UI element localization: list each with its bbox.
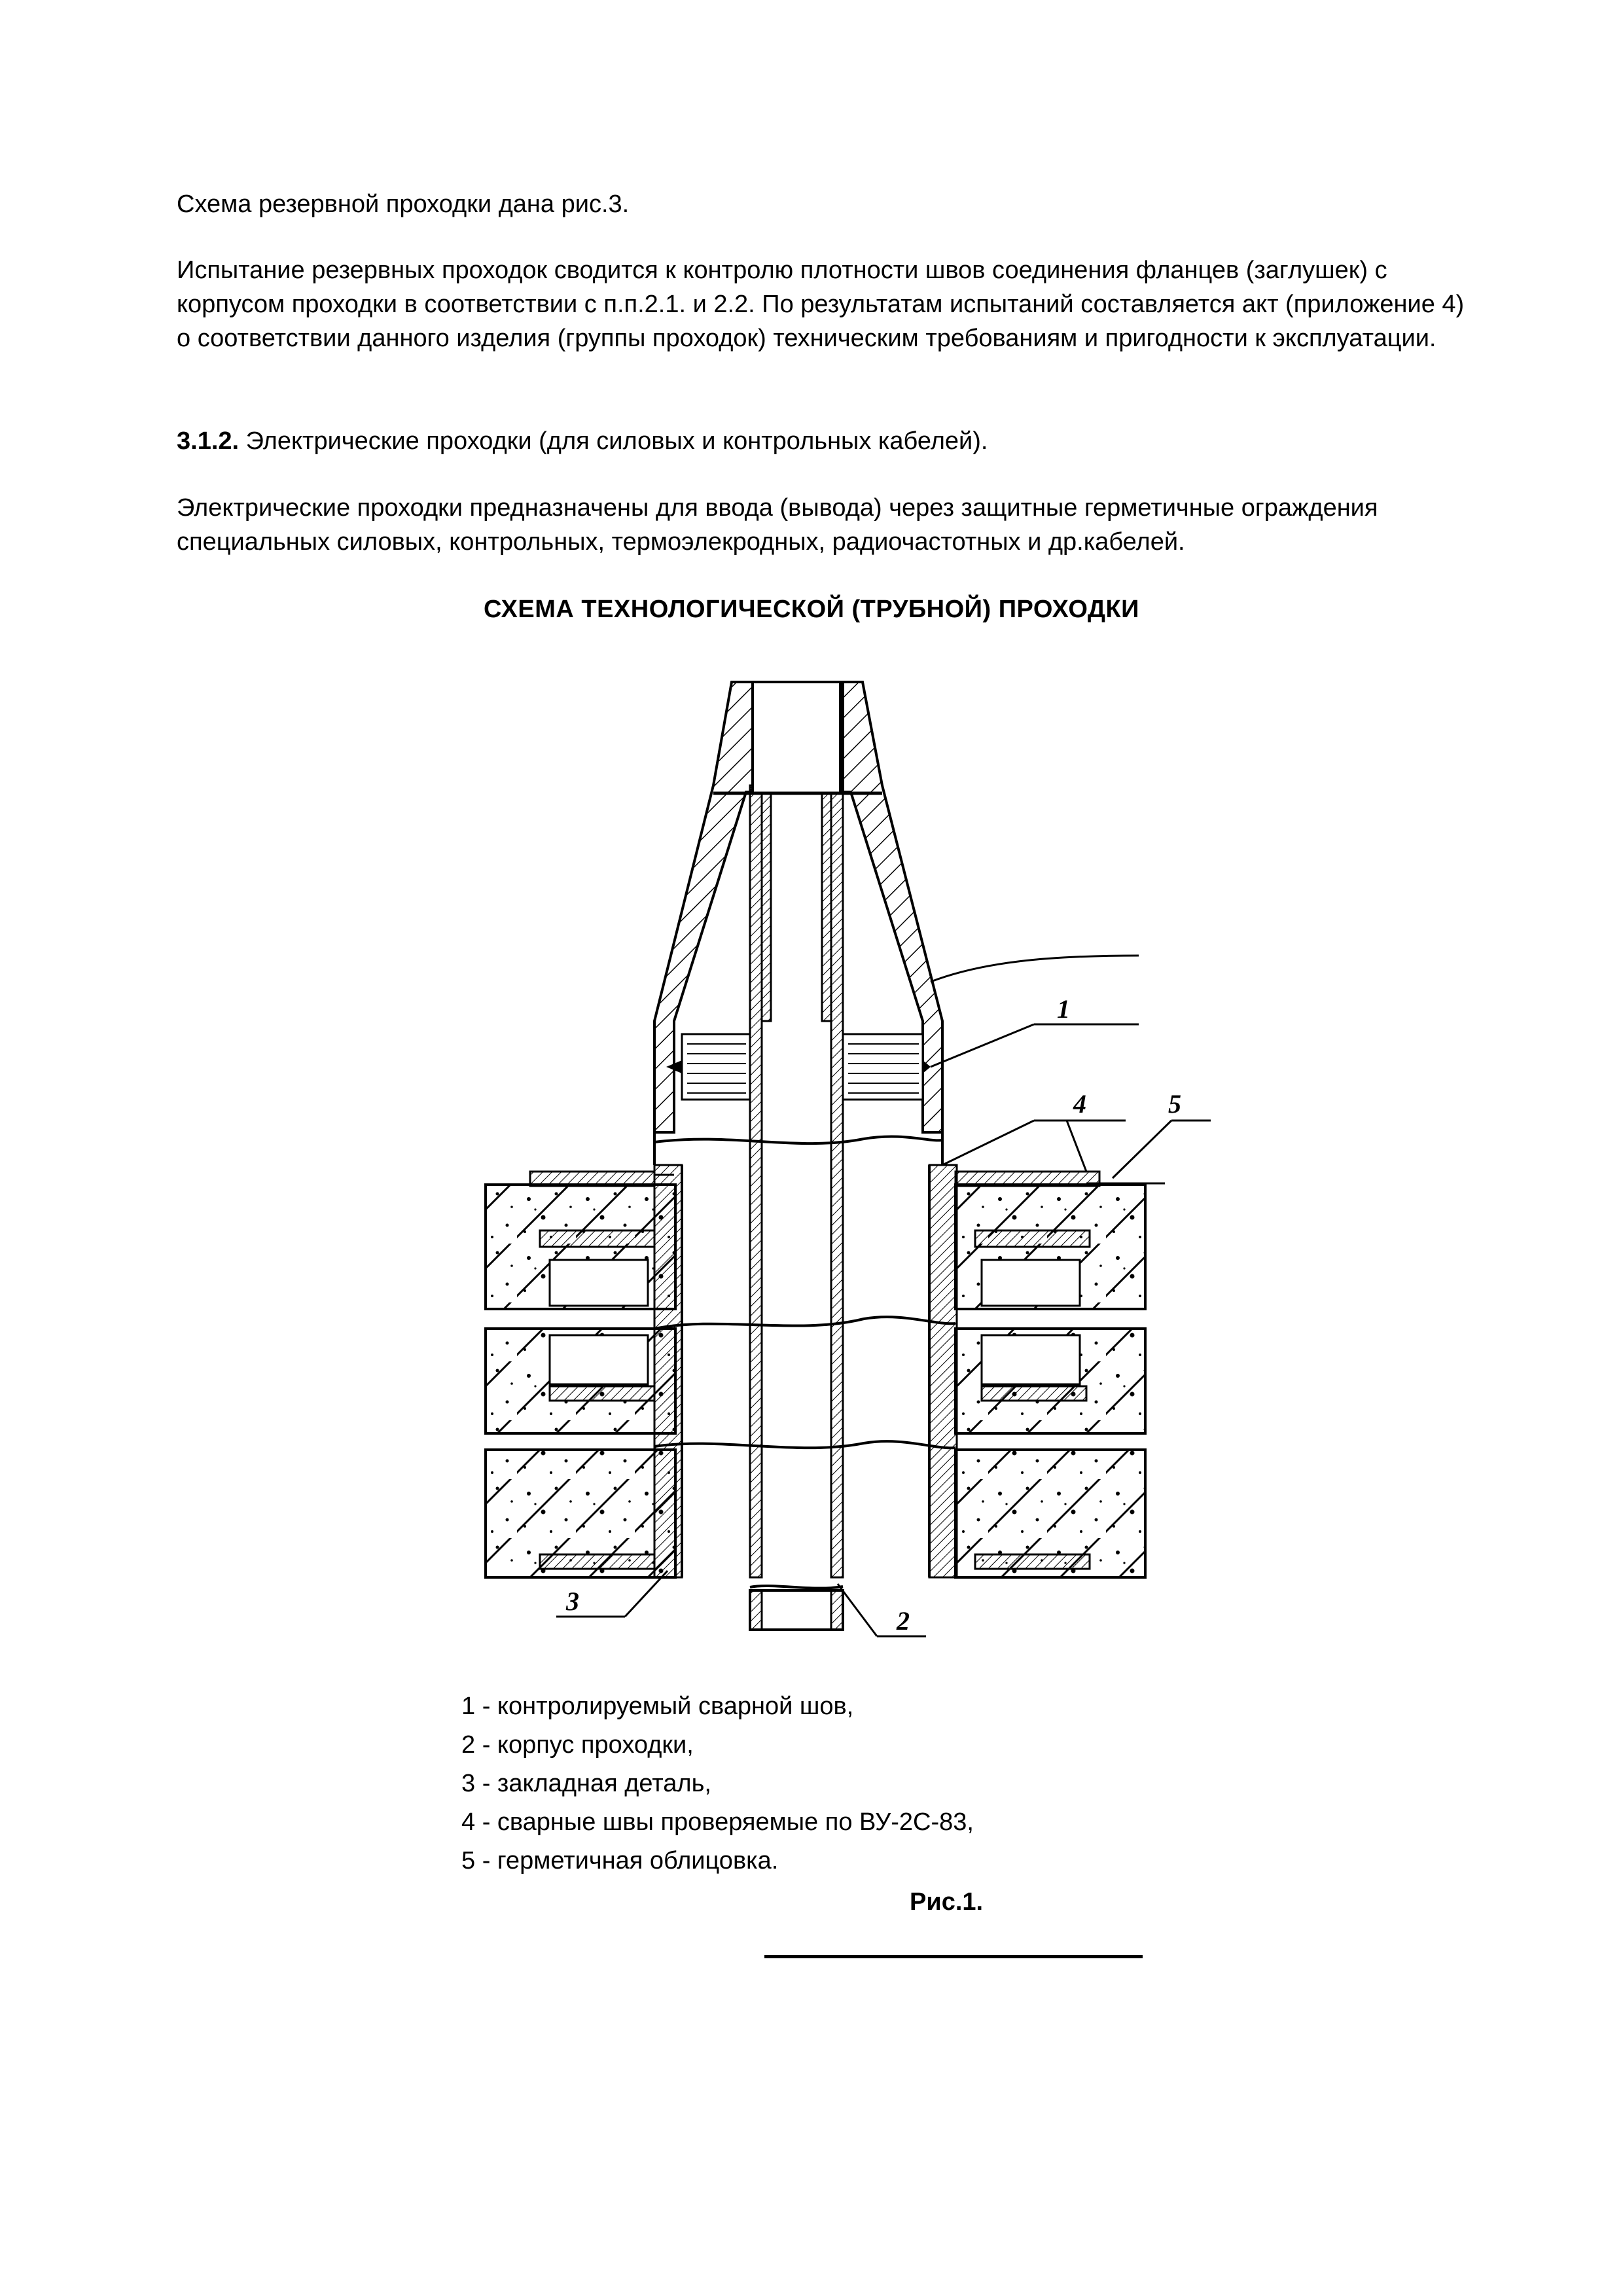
sealing-lining bbox=[530, 1172, 1165, 1186]
break-lines bbox=[654, 1137, 955, 1588]
paragraph-electrical-penetrations: Электрические проходки предназначены для ввода (вывода) через защитные герметичные ограждения специальных силовых, контрольных, термоэлекродных, радиочастотных и др.кабелей. bbox=[177, 494, 1378, 556]
callout-4: 4 bbox=[1073, 1089, 1086, 1119]
paragraph-section-3-1-2 bbox=[177, 424, 1472, 458]
legend-item: 3 - закладная деталь, bbox=[461, 1770, 711, 1797]
legend-item: 4 - сварные швы проверяемые по ВУ-2С-83, bbox=[461, 1808, 974, 1836]
section-title: Электрические проходки (для силовых и контрольных кабелей). bbox=[239, 427, 988, 455]
figure-title: СХЕМА ТЕХНОЛОГИЧЕСКОЙ (ТРУБНОЙ) ПРОХОДКИ bbox=[484, 596, 1139, 623]
figure-legend bbox=[461, 1687, 1247, 1880]
figure-caption: Рис.1. bbox=[910, 1888, 984, 1916]
technical-drawing bbox=[458, 655, 1211, 1649]
callout-5: 5 bbox=[1168, 1089, 1181, 1119]
legend-item: 1 - контролируемый сварной шов, bbox=[461, 1693, 854, 1720]
legend-item: 2 - корпус проходки, bbox=[461, 1731, 694, 1759]
section-number: 3.1.2. bbox=[177, 427, 240, 455]
callout-3: 3 bbox=[566, 1587, 579, 1616]
legend-item: 5 - герметичная облицовка. bbox=[461, 1847, 779, 1874]
penetration-body bbox=[654, 1165, 957, 1577]
conical-head bbox=[654, 682, 942, 1165]
callout-1: 1 bbox=[1057, 994, 1070, 1024]
paragraph-reserve-testing: Испытание резервных проходок сводится к контролю плотности швов соединения фланцев (заглушек) с корпусом проходки в соответствии с п.п.2.1. и 2.2. По результатам испытаний составляется акт (приложение 4) о соответствии данного изделия (группы проходок) техническим требованиям и пригодности к эксплуатации. bbox=[177, 257, 1465, 352]
signature-rule bbox=[764, 1955, 1143, 1958]
paragraph-reserve-scheme: Схема резервной проходки дана рис.3. bbox=[177, 190, 630, 218]
callout-2: 2 bbox=[897, 1606, 910, 1636]
